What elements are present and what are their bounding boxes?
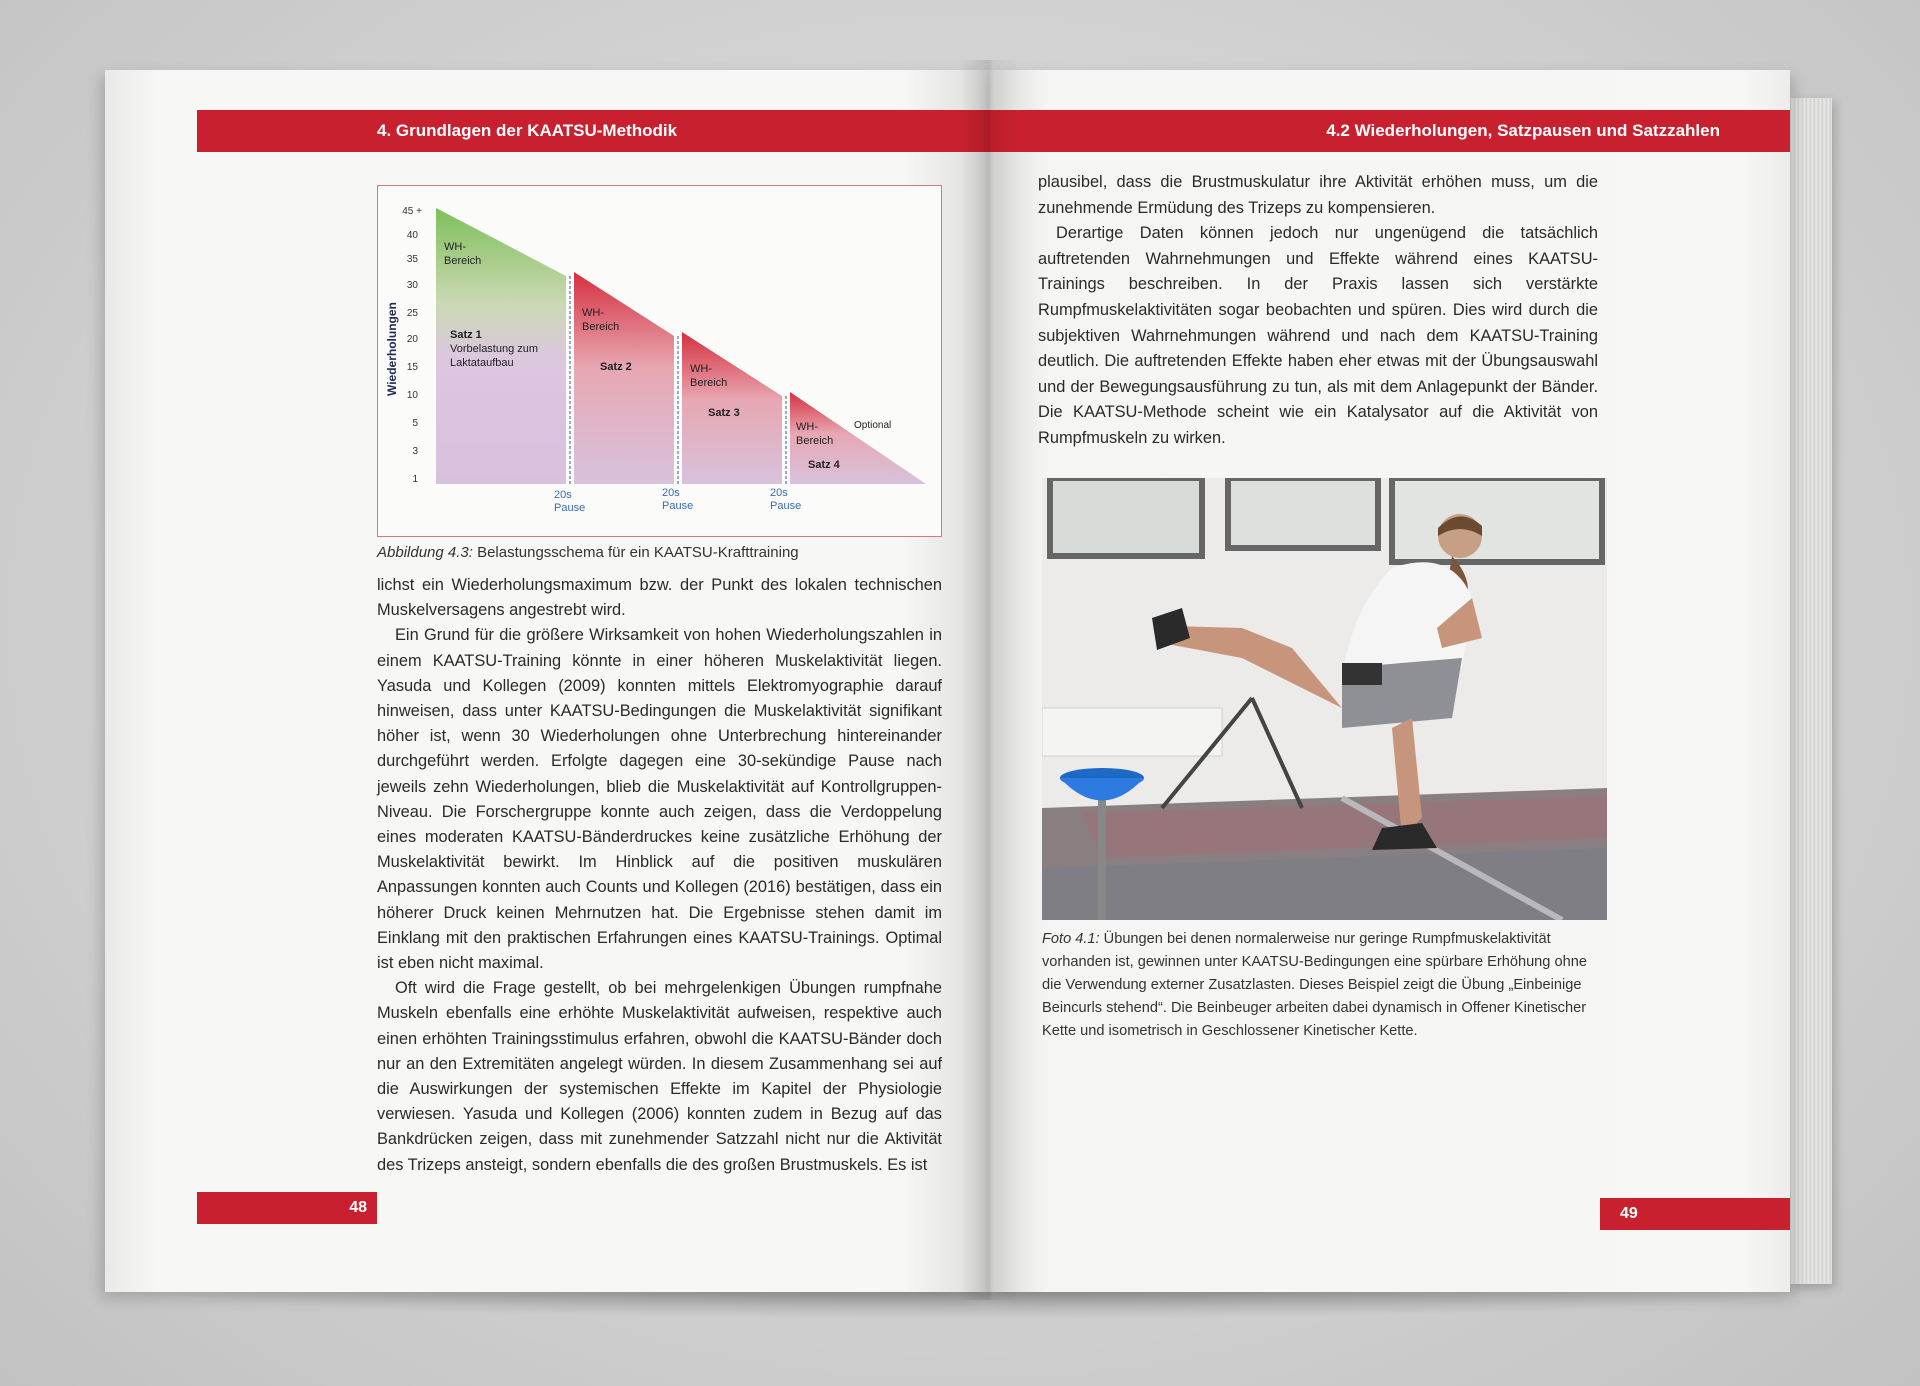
- book-gutter: [960, 60, 1020, 1300]
- y-tick: 1: [412, 474, 418, 485]
- wh-label-4b: Bereich: [796, 435, 834, 447]
- satz-1-label: Satz 1: [450, 329, 482, 341]
- exercise-photo: [1042, 478, 1607, 920]
- photo-caption-text: Übungen bei denen normalerweise nur geringe Rumpfmuskelaktivität vorhanden ist, gewinnen unter KAATSU-Bedingungen eine spürbare Erhöhung ohne die Verwendung externer Zusatzlasten. Dieses Beispiel zeigt die Übung „Einbeinige Beincurls stehend“. Die Beinbeuger arbeiten dabei dynamisch in Offener Kinetischer Kette und isometrisch in Geschlossener Kinetischer Kette.: [1042, 931, 1587, 1039]
- left-running-header: 4. Grundlagen der KAATSU-Methodik: [197, 110, 990, 152]
- y-tick: 35: [406, 254, 418, 265]
- pause-2-b: Pause: [662, 500, 694, 512]
- load-scheme-diagram: [378, 186, 941, 536]
- left-page-number: 48: [197, 1192, 377, 1224]
- pause-3-b: Pause: [770, 500, 802, 512]
- wh-label-1a: WH-: [444, 241, 466, 253]
- exercise-photo-illustration: [1042, 478, 1607, 920]
- right-page-number: 49: [1600, 1198, 1790, 1230]
- y-tick: 5: [412, 418, 418, 429]
- satz-2-label: Satz 2: [600, 361, 632, 373]
- wh-label-4a: WH-: [796, 421, 818, 433]
- y-tick: 15: [406, 362, 418, 373]
- wh-label-2b: Bereich: [582, 321, 620, 333]
- wh-label-3a: WH-: [690, 363, 712, 375]
- satz-4-label: Satz 4: [808, 459, 840, 471]
- figure-caption-text: Belastungsschema für ein KAATSU-Krafttraining: [472, 544, 799, 561]
- satz-1-desc-b: Laktataufbau: [450, 357, 514, 369]
- paragraph: Derartige Daten können jedoch nur ungenügend die tatsächlich auftretenden Wahrnehmungen und Effekte während eines KAATSU-Trainings beschreiben. In der Praxis lassen sich verstärkte Rumpfmuskelaktivitäten sogar beobachten und spüren. Dies wird durch die subjektiven Wahrnehmungen während und nach dem KAATSU-Training deutlich. Die auftretenden Effekte haben eher etwas mit der Übungsauswahl und der Bewegungsausführung zu tun, als mit dem Anlagepunkt der Bänder. Die KAATSU-Methode scheint wie ein Katalysator auf die Aktivität von Rumpfmuskeln zu wirken.: [1038, 224, 1598, 447]
- y-tick: 30: [406, 280, 418, 291]
- right-page: [990, 70, 1790, 1292]
- pause-3-a: 20s: [770, 487, 788, 499]
- satz-1-desc-a: Vorbelastung zum: [450, 343, 539, 355]
- pause-2-a: 20s: [662, 487, 680, 499]
- satz-3-label: Satz 3: [708, 407, 740, 419]
- paragraph: plausibel, dass die Brustmuskulatur ihre Aktivität erhöhen muss, um die zunehmende Ermüdung des Trizeps zu kompensieren.: [1038, 173, 1598, 217]
- y-tick: 40: [406, 230, 418, 241]
- pause-1-b: Pause: [554, 502, 586, 514]
- y-tick: 20: [406, 334, 418, 345]
- y-tick: 3: [412, 446, 418, 457]
- right-running-header: 4.2 Wiederholungen, Satzpausen und Satzzahlen: [990, 110, 1790, 152]
- paragraph: Oft wird die Frage gestellt, ob bei mehrgelenkigen Übungen rumpfnahe Muskeln ebenfalls eine erhöhte Muskelaktivität aufweisen, respektive auch einen erhöhten Trainingsstimulus erfahren, obwohl die KAATSU-Bänder doch nur an den Extremitäten angelegt würden. In diesem Zusammenhang sei auf die Auswirkungen der systemischen Effekte im Kapitel der Physiologie verwiesen. Yasuda und Kollegen (2006) konnten zudem in Bezug auf das Bankdrücken zeigen, dass mit zunehmender Satzzahl nicht nur die Aktivität des Trizeps ansteigt, sondern ebenfalls die des großen Brustmuskels. Es ist: [377, 979, 942, 1174]
- wh-label-2a: WH-: [582, 307, 604, 319]
- page-edge: [1790, 98, 1832, 1284]
- photo-caption-label: Foto 4.1:: [1042, 931, 1100, 947]
- y-tick: 10: [406, 390, 418, 401]
- load-scheme-figure: [377, 185, 942, 537]
- paragraph: lichst ein Wiederholungsmaximum bzw. der Punkt des lokalen technischen Muskelversagens angestrebt wird.: [377, 576, 942, 620]
- wh-label-1b: Bereich: [444, 255, 482, 267]
- wh-label-3b: Bereich: [690, 377, 728, 389]
- paragraph: Ein Grund für die größere Wirksamkeit von hohen Wiederholungszahlen in einem KAATSU-Training könnte in einer höheren Muskelaktivität liegen. Yasuda und Kollegen (2009) konnten mittels Elektromyographie darauf hinweisen, dass unter KAATSU-Bedingungen die Muskelaktivität signifikant höher ist, wenn 30 Wiederholungen ohne Unterbrechung hintereinander durchgeführt werden. Erfolgte dagegen eine 30-sekündige Pause nach jeweils zehn Wiederholungen, blieb die Muskelaktivität auf Kontrollgruppen-Niveau. Die Forschergruppe konnte auch zeigen, dass die Verdoppelung eines moderaten KAATSU-Bänderdruckes keine zusätzliche Erhöhung der Muskelaktivität bewirkt. Im Hinblick auf die positiven muskulären Anpassungen konnten auch Counts und Kollegen (2016) bestätigen, dass ein höherer Druck keinen Mehrnutzen hat. Die Ergebnisse stehen damit im Einklang mit den praktischen Erfahrungen eines KAATSU-Trainings. Optimal ist eben nicht maximal.: [377, 626, 942, 973]
- segment-2: [574, 272, 674, 484]
- optional-label: Optional: [854, 420, 892, 431]
- figure-caption-label: Abbildung 4.3:: [377, 544, 473, 561]
- left-page: [105, 70, 990, 1292]
- pause-1-a: 20s: [554, 489, 572, 501]
- right-body-text: [1038, 170, 1598, 452]
- photo-caption: [1042, 928, 1602, 1043]
- left-body-text: [377, 573, 942, 1178]
- figure-caption: [377, 544, 799, 561]
- y-tick: 45 +: [402, 206, 422, 217]
- y-axis-label: Wiederholungen: [385, 302, 399, 396]
- y-tick: 25: [406, 308, 418, 319]
